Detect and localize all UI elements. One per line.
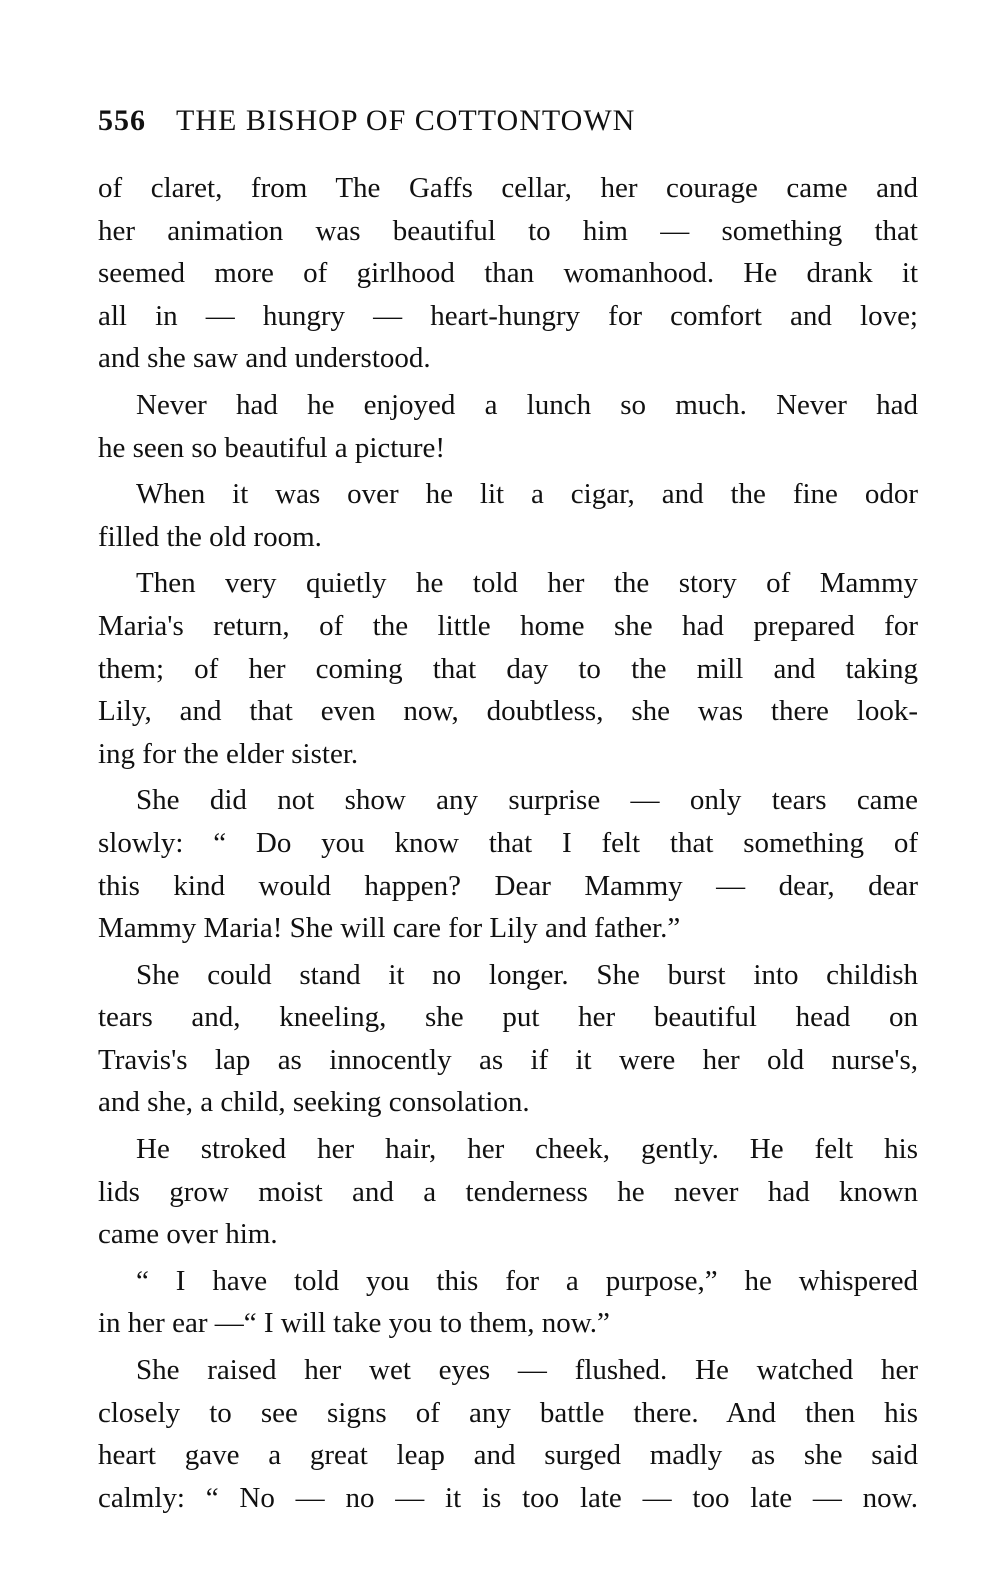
text-line: of claret, from The Gaffs cellar, her courage came and <box>98 172 918 204</box>
paragraph <box>98 954 918 1124</box>
text-line: When it was over he lit a cigar, and the fine odor <box>136 478 918 511</box>
text-line: all in — hungry — heart-hungry for comfort and love; <box>98 299 918 332</box>
text-line: heart gave a great leap and surged madly as she said <box>98 1439 918 1472</box>
paragraph <box>98 473 918 558</box>
text-line: tears and, kneeling, she put her beautiful head on <box>98 1001 918 1034</box>
text-line: Then very quietly he told her the story of Mammy <box>136 567 918 600</box>
text-line: She could stand it no longer. She burst into childish <box>136 958 918 991</box>
running-title: THE BISHOP OF COTTONTOWN <box>176 104 636 137</box>
text-line: in her ear —“ I will take you to them, now.” <box>98 1307 610 1340</box>
text-line: lids grow moist and a tenderness he never had known <box>98 1175 918 1208</box>
page-number: 556 <box>98 104 146 137</box>
text-line: Travis's lap as innocently as if it were her old nurse's, <box>98 1043 918 1076</box>
paragraph <box>98 1260 918 1345</box>
text-line: came over him. <box>98 1218 278 1251</box>
text-line: She did not show any surprise — only tears came <box>136 784 918 817</box>
body-text <box>98 167 918 1523</box>
text-line: slowly: “ Do you know that I felt that something of <box>98 826 918 859</box>
text-line: He stroked her hair, her cheek, gently. He felt his <box>136 1133 918 1166</box>
paragraph <box>98 1349 918 1519</box>
paragraph <box>98 1128 918 1256</box>
text-line: filled the old room. <box>98 520 322 553</box>
text-line: Never had he enjoyed a lunch so much. Never had <box>136 388 918 421</box>
text-line: and she saw and understood. <box>98 342 431 375</box>
text-line: and she, a child, seeking consolation. <box>98 1086 530 1119</box>
text-line: seemed more of girlhood than womanhood. He drank it <box>98 257 918 290</box>
paragraph <box>98 167 918 380</box>
text-line: them; of her coming that day to the mill and taking <box>98 652 918 685</box>
text-line: this kind would happen? Dear Mammy — dear, dear <box>98 869 918 902</box>
running-head <box>98 104 918 144</box>
text-line: Mammy Maria! She will care for Lily and father.” <box>98 912 681 945</box>
text-line: Lily, and that even now, doubtless, she was there look- <box>98 695 918 728</box>
text-line: “ I have told you this for a purpose,” he whispered <box>136 1264 918 1297</box>
text-line: he seen so beautiful a picture! <box>98 431 446 464</box>
text-line: her animation was beautiful to him — something that <box>98 214 918 247</box>
paragraph <box>98 384 918 469</box>
text-line: She raised her wet eyes — flushed. He watched her <box>136 1354 918 1387</box>
text-line: Maria's return, of the little home she had prepared for <box>98 609 918 642</box>
book-page <box>98 0 918 1582</box>
paragraph <box>98 779 918 949</box>
text-line: closely to see signs of any battle there. And then his <box>98 1396 918 1429</box>
paragraph <box>98 562 918 775</box>
text-line: calmly: “ No — no — it is too late — too late — now. <box>98 1481 918 1514</box>
text-line: ing for the elder sister. <box>98 737 359 770</box>
